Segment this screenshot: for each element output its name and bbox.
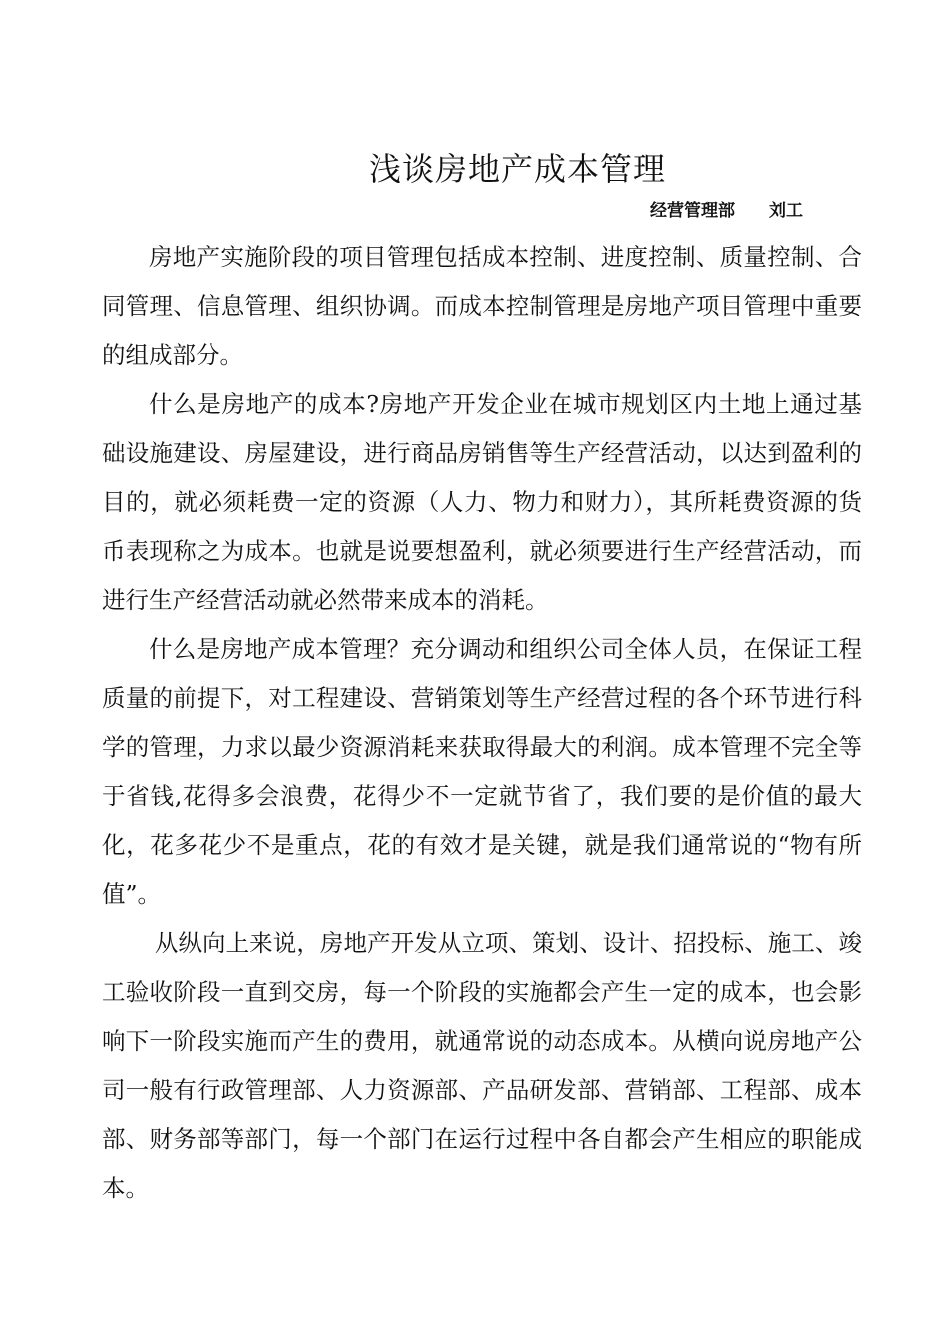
paragraph: 从纵向上来说，房地产开发从立项、策划、设计、招投标、施工、竣工验收阶段一直到交房，每一个阶段的实施都会产生一定的成本，也会影响下一阶段实施而产生的费用，就通常说的动态成本。从横向说房地产公司一般有行政管理部、人力资源部、产品研发部、营销部、工程部、成本部、财务部等部门，每一个部门在运行过程中各自都会产生相应的职能成本。: [102, 929, 862, 1202]
paragraph: 什么是房地产的成本?房地产开发企业在城市规划区内土地上通过基础设施建设、房屋建设，进行商品房销售等生产经营活动，以达到盈利的目的，就必须耗费一定的资源（人力、物力和财力），其所耗费资源的货币表现称之为成本。也就是说要想盈利，就必须要进行生产经营活动，而进行生产经营活动就必然带来成本的消耗。: [102, 390, 862, 614]
author-line: [650, 199, 803, 223]
author-name: 刘工: [769, 201, 803, 221]
document-body: [102, 233, 862, 1213]
paragraph: 房地产实施阶段的项目管理包括成本控制、进度控制、质量控制、合同管理、信息管理、组织协调。而成本控制管理是房地产项目管理中重要的组成部分。: [102, 243, 862, 369]
author-department: 经营管理部: [650, 201, 735, 221]
document-title: 浅谈房地产成本管理: [368, 150, 666, 189]
paragraph: 什么是房地产成本管理？充分调动和组织公司全体人员，在保证工程质量的前提下，对工程建设、营销策划等生产经营过程的各个环节进行科学的管理，力求以最少资源消耗来获取得最大的利润。成本管理不完全等于省钱,花得多会浪费，花得少不一定就节省了，我们要的是价值的最大化，花多花少不是重点，花的有效才是关键，就是我们通常说的“物有所值”。: [102, 635, 862, 908]
